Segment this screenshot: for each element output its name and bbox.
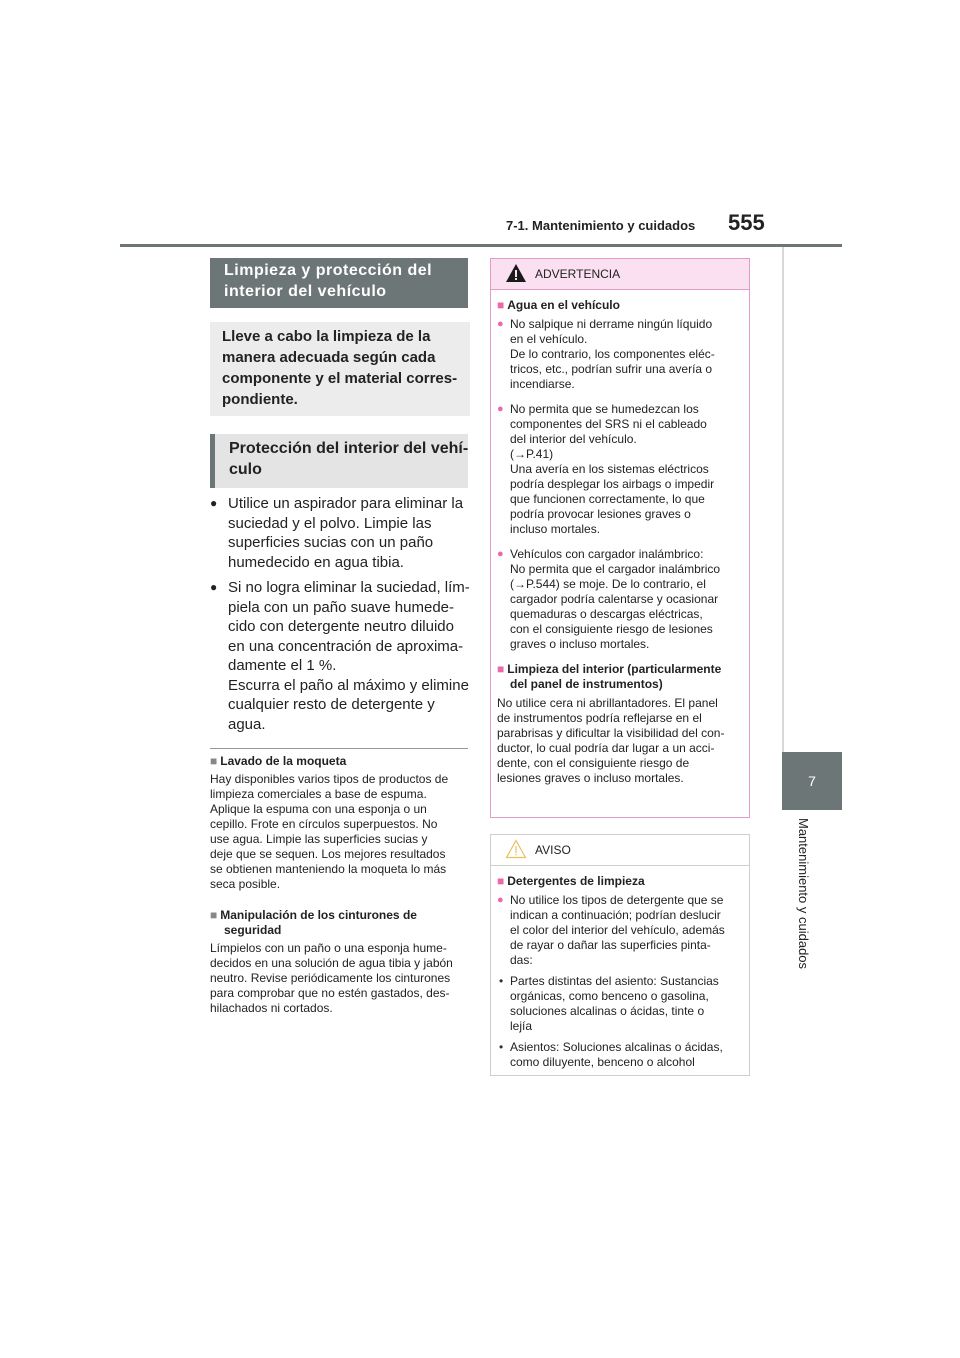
note-line: limpieza comerciales a base de espuma. (210, 787, 427, 801)
note-line: para comprobar que no estén gastados, des- (210, 986, 450, 1000)
page-reference-link[interactable]: (→P.41) (510, 447, 554, 461)
note-line: cepillo. Frote en círculos superpuestos. No (210, 817, 438, 831)
square-bullet-icon: ■ (210, 754, 218, 768)
warning-line: incluso mortales. (510, 522, 601, 536)
note-line: use agua. Limpie las superficies sucias y (210, 832, 428, 846)
warning-line: componentes del SRS ni el cableado (510, 417, 707, 431)
square-bullet-icon: ■ (497, 874, 505, 888)
notice-body (491, 866, 749, 1070)
warning-line: De lo contrario, los componentes eléc- (510, 347, 715, 361)
warning-line: cargador podría calentarse y ocasionar (510, 592, 719, 606)
notice-box (490, 834, 750, 1076)
note-seatbelts (210, 908, 470, 1016)
warning-line: Una avería en los sistemas eléctricos (510, 462, 709, 476)
warning-icon (505, 263, 535, 286)
square-bullet-icon: ■ (497, 662, 505, 676)
bullet-line: ● Si no logra eliminar la suciedad, lím- (228, 579, 470, 596)
note-heading-text: Lavado de la moqueta (220, 754, 347, 768)
tab-divider (782, 247, 784, 752)
notice-line: el color del interior del vehículo, además (510, 923, 725, 937)
note-line: deje que se sequen. Los mejores resultados (210, 847, 446, 861)
warning-line: ● Vehículos con cargador inalámbrico: (510, 547, 704, 561)
note-body (210, 941, 470, 1016)
square-bullet-icon: ■ (497, 298, 505, 312)
note-line: decidos en una solución de agua tibia y jabón (210, 956, 453, 970)
intro-line: pondiente. (222, 391, 298, 408)
square-bullet-icon: ■ (210, 908, 218, 922)
warning-line: No permita que el cargador inalámbrico (510, 562, 721, 576)
warning-line: ● No salpique ni derrame ningún líquido (510, 317, 713, 331)
notice-line: indican a continuación; podrían deslucir (510, 908, 721, 922)
note-line: Límpielos con un paño o una esponja hume- (210, 941, 447, 955)
bullet-line: cualquier resto de detergente y (228, 696, 435, 713)
note-body (210, 772, 470, 892)
warning-line: con el consiguiente riesgo de lesiones (510, 622, 713, 636)
warning-subheading (497, 298, 743, 313)
bullet-line: ● Utilice un aspirador para eliminar la (228, 495, 464, 512)
note-line: se obtienen manteniendo la moqueta lo más (210, 862, 447, 876)
warning-line: graves o incluso mortales. (510, 637, 650, 651)
warning-line: parabrisas y dificultar la visibilidad del con- (497, 726, 725, 740)
bullet-item (210, 578, 472, 734)
bullet-line: damente el 1 %. (228, 657, 337, 674)
notice-line: das: (510, 953, 533, 967)
notice-line: como diluyente, benceno o alcohol (510, 1055, 695, 1069)
bullet-line: piela con un paño suave humede- (228, 598, 454, 616)
bullet-line: agua. (228, 715, 266, 733)
notice-line: • Asientos: Soluciones alcalinas o ácidas, (510, 1040, 723, 1054)
intro-box (210, 322, 470, 416)
note-line: seca posible. (210, 877, 281, 891)
note-heading-text: Manipulación de los cinturones de seguridad (220, 908, 417, 937)
notice-line: ● No utilice los tipos de detergente que se (510, 893, 724, 907)
warning-subheading-text: del panel de instrumentos) (510, 677, 663, 691)
page-number: 555 (728, 210, 765, 235)
note-carpet (210, 754, 470, 892)
note-heading (210, 908, 470, 938)
notice-dash-item (497, 974, 743, 1034)
warning-line: podría desplegar los airbags o impedir (510, 477, 715, 491)
warning-header (491, 259, 749, 290)
bullet-line: humedecido en agua tibia. (228, 553, 404, 571)
warning-title: ADVERTENCIA (535, 267, 621, 281)
warning-line: en el vehículo. (510, 332, 588, 346)
bullet-line: cido con detergente neutro diluido (228, 618, 454, 635)
notice-subheading (497, 874, 743, 889)
warning-line: podría provocar lesiones graves o (510, 507, 691, 521)
warning-subheading-text: Agua en el vehículo (507, 298, 620, 312)
chapter-tab[interactable]: 7 (782, 752, 842, 810)
warning-line: dente, con el consiguiente riesgo de (497, 756, 690, 770)
intro-line: Lleve a cabo la limpieza de la (222, 328, 431, 345)
note-heading (210, 754, 470, 769)
intro-line: componente y el material corres- (222, 370, 458, 387)
bullet-list (210, 494, 472, 740)
notice-title: AVISO (535, 843, 571, 857)
warning-box (490, 258, 750, 818)
subsection-heading (210, 434, 468, 488)
header-rule (120, 244, 842, 247)
warning-item (497, 547, 743, 652)
section-heading (210, 258, 468, 308)
heading-line: Limpieza y protección del (224, 262, 433, 279)
note-line: Hay disponibles varios tipos de productos de (210, 772, 449, 786)
warning-item (497, 402, 743, 537)
notice-item (497, 893, 743, 968)
bullet-line: suciedad y el polvo. Limpie las (228, 514, 432, 532)
warning-subheading-text: Limpieza del interior (particularmente (507, 662, 722, 676)
warning-line: ● No permita que se humedezcan los (510, 402, 699, 416)
bullet-line: superficies sucias con un paño (228, 534, 434, 551)
notice-line: • Partes distintas del asiento: Sustancias (510, 974, 719, 988)
warning-line: tricos, etc., podrían sufrir una avería o (510, 362, 713, 376)
notice-dash-item (497, 1040, 743, 1070)
note-line: neutro. Revise periódicamente los cinturones (210, 971, 451, 985)
warning-line: incendiarse. (510, 377, 575, 391)
page-reference-link[interactable]: (→P.544) se moje. De lo contrario, el (510, 577, 706, 591)
section-title: 7-1. Mantenimiento y cuidados (506, 218, 696, 233)
warning-line: No utilice cera ni abrillantadores. El panel (497, 696, 718, 710)
notice-line: de rayar o dañar las superficies pinta- (510, 938, 711, 952)
intro-line: manera adecuada según cada (222, 349, 436, 366)
notice-line: soluciones alcalinas o ácidas, tinte o (510, 1004, 705, 1018)
subheading-line: Protección del interior del vehí- (229, 440, 469, 457)
warning-item (497, 317, 743, 392)
chapter-label: Mantenimiento y cuidados (796, 818, 811, 970)
warning-line: del interior del vehículo. (510, 432, 637, 446)
notice-subheading-text: Detergentes de limpieza (507, 874, 645, 888)
warning-subheading (497, 662, 743, 692)
notice-line: lejía (510, 1019, 533, 1033)
bullet-line: Escurra el paño al máximo y elimine (228, 676, 469, 694)
warning-paragraph (497, 696, 743, 786)
bullet-line: en una concentración de aproxima- (228, 637, 464, 655)
note-line: Aplique la espuma con una esponja o un (210, 802, 427, 816)
note-line: hilachados ni cortados. (210, 1001, 333, 1015)
notes-divider (210, 748, 468, 749)
caution-icon (505, 839, 535, 862)
warning-line: que funcionen correctamente, lo que (510, 492, 705, 506)
warning-line: quemaduras o descargas eléctricas, (510, 607, 703, 621)
notice-header (491, 835, 749, 866)
warning-body (491, 290, 749, 786)
subheading-line: culo (229, 461, 262, 478)
warning-line: de instrumentos podría reflejarse en el (497, 711, 702, 725)
notice-line: orgánicas, como benceno o gasolina, (510, 989, 709, 1003)
warning-line: lesiones graves o incluso mortales. (497, 771, 684, 785)
bullet-item (210, 494, 472, 572)
warning-line: ductor, lo cual podría dar lugar a un acci- (497, 741, 715, 755)
heading-line: interior del vehículo (224, 283, 387, 300)
